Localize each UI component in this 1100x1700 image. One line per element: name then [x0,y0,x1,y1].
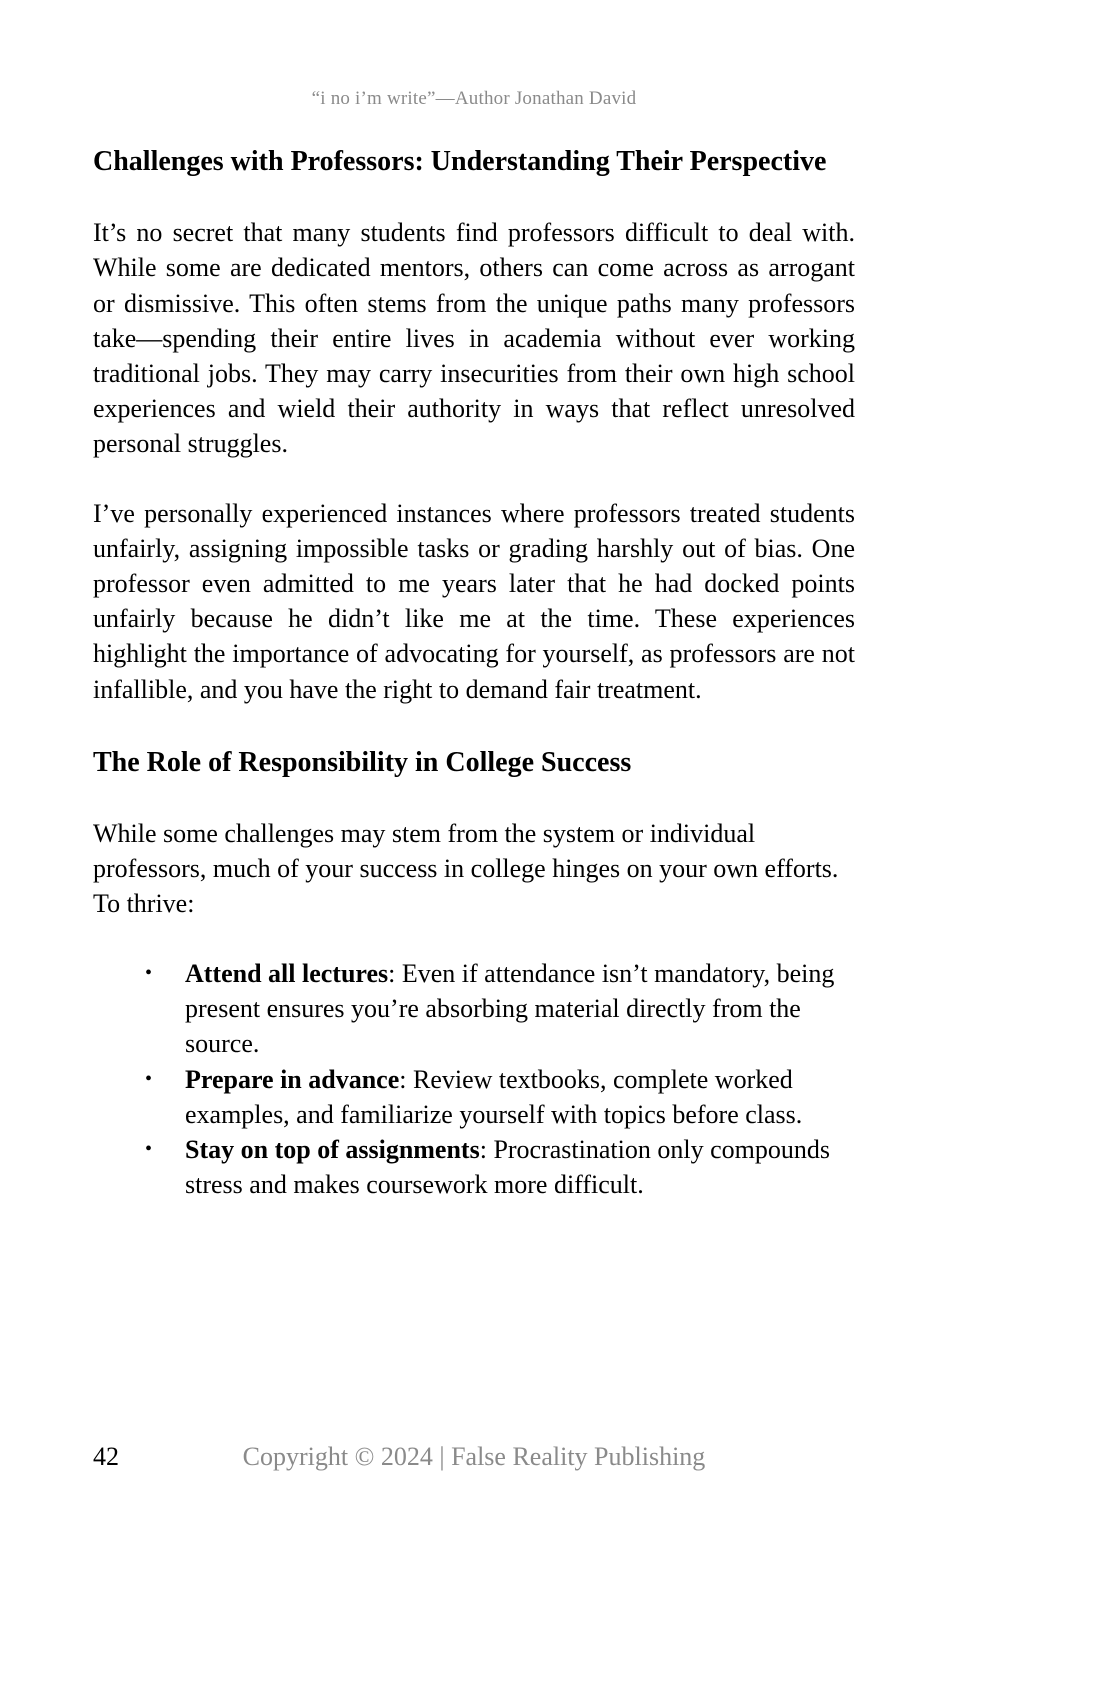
bullet-icon: • [145,962,153,985]
bullet-item-lead: Stay on top of assignments [185,1134,480,1164]
bullet-icon: • [145,1067,153,1090]
bullet-item-text [185,956,855,1061]
bullet-item-lead: Prepare in advance [185,1064,400,1094]
paragraph-professors-overview: It’s no secret that many students find professors difficult to deal with. While some are dedicated mentors, others can come across as arrogant or dismissive. This often stems from the unique paths many professors take—spending their entire lives in academia without ever working traditional jobs. They may carry insecurities from their own high school experiences and wield their authority in ways that reflect unresolved personal struggles. [93,218,855,458]
section-heading-responsibility: The Role of Responsibility in College Success [93,746,632,778]
page-number: 42 [93,1442,119,1471]
list-item [93,1062,855,1132]
paragraph-personal-experience: I’ve personally experienced instances where professors treated students unfairly, assigning impossible tasks or grading harshly out of bias. One professor even admitted to me years later that he had docked points unfairly because he didn’t like me at the time. These experiences highlight the importance of advocating for yourself, as professors are not infallible, and you have the right to demand fair treatment. [93,499,855,704]
bullet-item-lead: Attend all lectures [185,959,389,989]
page-footer [93,1442,855,1472]
page-content [93,0,855,1202]
list-item [93,1132,855,1202]
list-item [93,956,855,1061]
bullet-item-text [185,1062,855,1132]
bullet-icon: • [145,1137,153,1160]
copyright-text: Copyright © 2024 | False Reality Publishing [242,1442,706,1471]
bullet-item-body: : Review textbooks, complete worked examples, and familiarize yourself with topics before class. [185,1064,803,1129]
paragraph-responsibility-intro: While some challenges may stem from the system or individual professors, much of your success in college hinges on your own efforts. To thrive: [93,819,839,919]
running-header: “i no i’m write”—Author Jonathan David [311,88,637,109]
section-heading-professors: Challenges with Professors: Understanding Their Perspective [93,146,827,177]
advice-bullet-list [93,956,855,1202]
bullet-item-body: : Even if attendance isn’t mandatory, being present ensures you’re absorbing material directly from the source. [185,959,835,1059]
bullet-item-body: : Procrastination only compounds stress and makes coursework more difficult. [185,1134,830,1199]
bullet-item-text [185,1132,855,1202]
